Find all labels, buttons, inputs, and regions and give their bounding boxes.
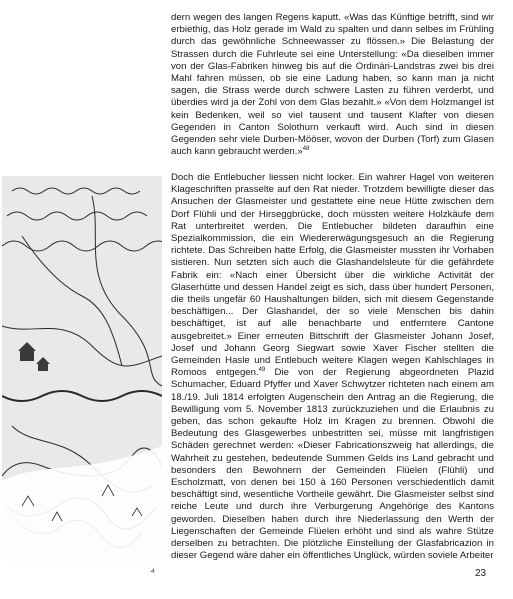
figure-number: 4 bbox=[151, 568, 155, 575]
paragraph-2-text-a: Doch die Entlebucher liessen nicht locker. Ein wahrer Hagel von weiteren Klageschriften prasselte auf den Rat nieder. Trotzdem bewilligte dieser das Ansuchen der Glasmeister und gestattete eine neue Hütte zwischen dem Dorf Flühli und der Hirseggbrücke, doch müssten weitere Holzkäufe dem Rat unterbreitet werden. Die Entlebucher bildeten daraufhin eine Spezialkommission, die ein Wiedererwägungsgesuch an die Regierung richtete. Das Schreiben hatte Erfolg, die Glasmeister mussten ihr Vorhaben sistieren. Nun setzten sich auch die Glashandelsleute für die gefährdete Fabrik ein: «Nach einer Übersicht über die wirkliche Activität der Glaserhütte und dessen Handel zeigt es sich, dass über hundert Personen, die theils ungefär 60 Haushaltungen bilden, sich mit diesem Gegenstande beschäftigen... Der Glashandel, der so viele Menschen bis dahin beschäftiget, ist auf alle benachbarte und entferntere Cantone ausgebreitet.» Einer erneuten Bittschrift der Glasmeister Johann Josef, Josef und Johann Georg Siegwart sowie Xaver Fischer stellten die Gemeinden Hasle und Entlebuch weitere Klagen wegen Kahlschlages in Romoos entgegen. bbox=[171, 172, 494, 379]
page-number: 23 bbox=[475, 568, 487, 579]
paragraph-1-text: dern wegen des langen Regens kaputt. «Was das Künftige betrifft, sind wir erbiethig, das Holz gerade im Wald zu spalten und dann selbes im Frühling durch das gewöhnliche Schneewasser zu flössen.» Die Belastung der Strassen durch die Fuhrleute sei eine Unterstellung: «Da dieselben immer von der Glas-Fabriken hinweg bis auf die Ordinäri-Landstras zwei bis drei Mahl fahren müssen, ob sie eine Ladung haben, so kann man ja nicht sagen, die Strass werde durch schwere Lasten zu führen verderbt, und überdies wird ja der Zohl von dem Glas bezahlt.» «Von dem Holzmangel ist kein Bedenken, weil so viel tausent und tausent Klafter von diesen Gegenden in Canton Solothurn verkauft wird. Auch sind in diesen Gegenden sehr viele Durben-Mööser, wovon der Durben (Torf) zum Glasen auch kann gebraucht werden.» bbox=[171, 12, 494, 158]
footnote-ref-48: 48 bbox=[302, 146, 310, 153]
footnote-ref-49: 49 bbox=[258, 367, 266, 374]
paragraph-1 bbox=[171, 12, 494, 158]
paragraph-2-text-b: Die von der Regierung abgeordneten Plazid Schumacher, Eduard Pfyffer und Xaver Schwytzer richteten nach einem am 18./19. Juli 1814 erfolgten Augenschein den Antrag an die Regierung, die Bewilligung vom 5. November 1813 zurückzuziehen und die Erlaubnis zu geben, das schon gekaufte Holz im Kragen zu brennen. Obwohl die Bedeutung des Glasgewerbes unbestritten sei, müsse mit langfristigen Schäden gerechnet werden: «Dieser Fabricationszweig hat allerdings, die Wahrheit zu gestehen, bedeutende Summen Gelds ins Land gebracht und besonders den Bewohnern der Gemeinden Flüelen (Flühli) und Escholzmatt, von denen bei 150 à 160 Personen verschiedentlich damit beschäftigt sind, wesentliche Vortheile gewährt. Die Glasmeister selbst sind reiche Leute und durch ihre Verburgerung Angehörige des Kantons geworden. Dieselben haben durch ihre Niederlassung den Werth der Liegenschaften der Gemeinde Flüelen erhöht und sind als wahre Stütze derselben zu betrachten. Die plötzliche Einstellung der Glasfabricazion in dieser Gegend wäre daher ein öffentliches Unglück, würden soviele Arbeiter bbox=[171, 367, 494, 562]
paragraph-2 bbox=[171, 172, 494, 563]
historical-map-illustration bbox=[2, 176, 162, 561]
